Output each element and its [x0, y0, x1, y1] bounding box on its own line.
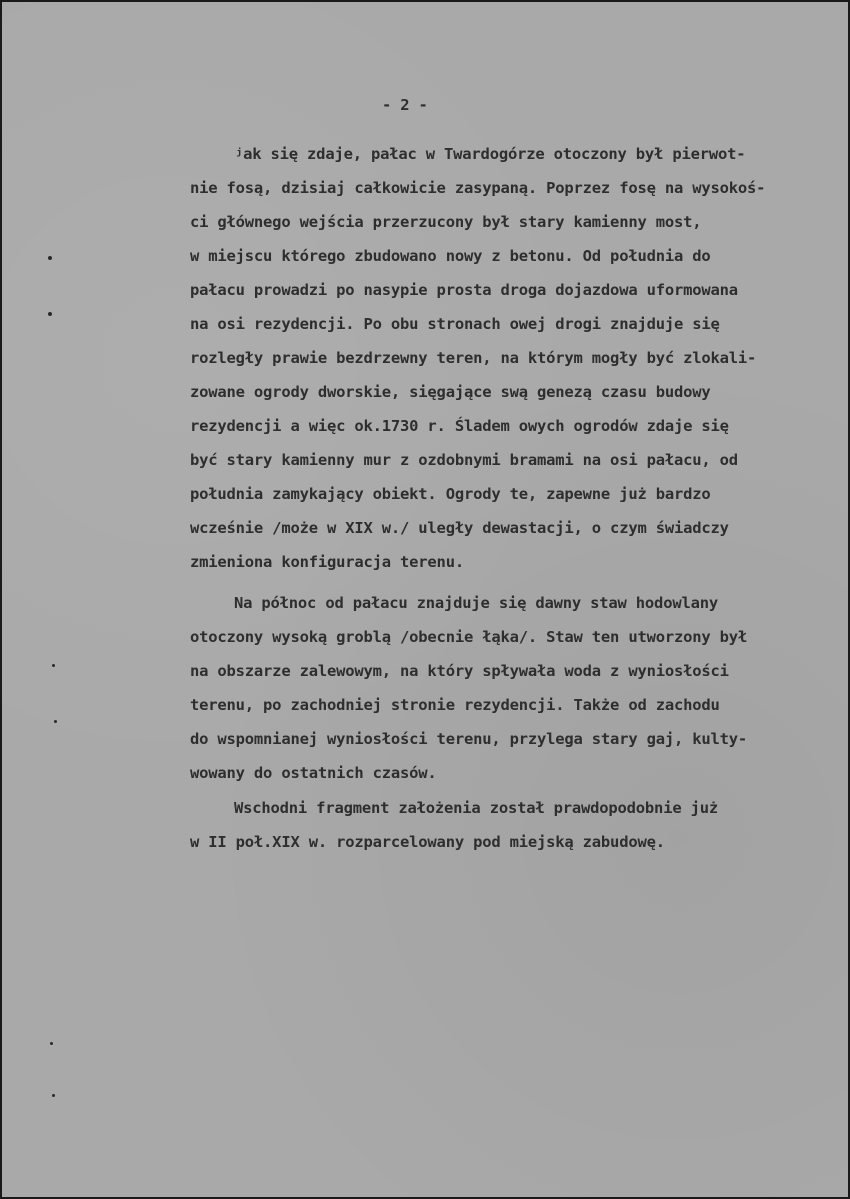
text-line: zmieniona konfiguracja terenu.: [190, 553, 464, 571]
text-line: Wschodni fragment założenia został prawdopodobnie już: [234, 799, 718, 817]
text-line: w II poł.XIX w. rozparcelowany pod miejską zabudowę.: [190, 833, 665, 851]
page-number: - 2 -: [382, 96, 428, 114]
text-line: ci głównego wejścia przerzucony był stary kamienny most,: [190, 213, 702, 231]
text-line: terenu, po zachodniej stronie rezydencji. Także od zachodu: [190, 696, 720, 714]
binder-hole-mark: [48, 256, 52, 260]
binder-hole-mark: [48, 312, 52, 316]
text-line: ʲak się zdaje, pałac w Twardogórze otoczony był pierwot-: [234, 145, 746, 163]
text-line: rozległy prawie bezdrzewny teren, na którym mogły być zlokali-: [190, 349, 757, 367]
binder-hole-mark: [50, 1042, 53, 1045]
text-line: pałacu prowadzi po nasypie prosta droga dojazdowa uformowana: [190, 281, 738, 299]
text-line: wowany do ostatnich czasów.: [190, 764, 437, 782]
text-line: do wspomnianej wyniosłości terenu, przylega stary gaj, kulty-: [190, 730, 748, 748]
text-line: na obszarze zalewowym, na który spływała woda z wyniosłości: [190, 662, 729, 680]
text-line: rezydencji a więc ok.1730 r. Śladem owych ogrodów zdaje się: [190, 417, 729, 435]
binder-hole-mark: [52, 664, 55, 667]
text-line: południa zamykający obiekt. Ogrody te, zapewne już bardzo: [190, 485, 711, 503]
text-line: nie fosą, dzisiaj całkowicie zasypaną. Poprzez fosę na wysokoś-: [190, 179, 766, 197]
text-line: w miejscu którego zbudowano nowy z betonu. Od południa do: [190, 247, 711, 265]
text-line: wcześnie /może w XIX w./ uległy dewastacji, o czym świadczy: [190, 519, 729, 537]
text-line: Na północ od pałacu znajduje się dawny staw hodowlany: [234, 594, 718, 612]
binder-hole-mark: [54, 720, 57, 723]
text-line: zowane ogrody dworskie, sięgające swą genezą czasu budowy: [190, 383, 711, 401]
text-line: otoczony wysoką groblą /obecnie łąka/. Staw ten utworzony był: [190, 628, 748, 646]
binder-hole-mark: [52, 1094, 55, 1097]
text-line: na osi rezydencji. Po obu stronach owej drogi znajduje się: [190, 315, 720, 333]
text-line: być stary kamienny mur z ozdobnymi bramami na osi pałacu, od: [190, 451, 738, 469]
